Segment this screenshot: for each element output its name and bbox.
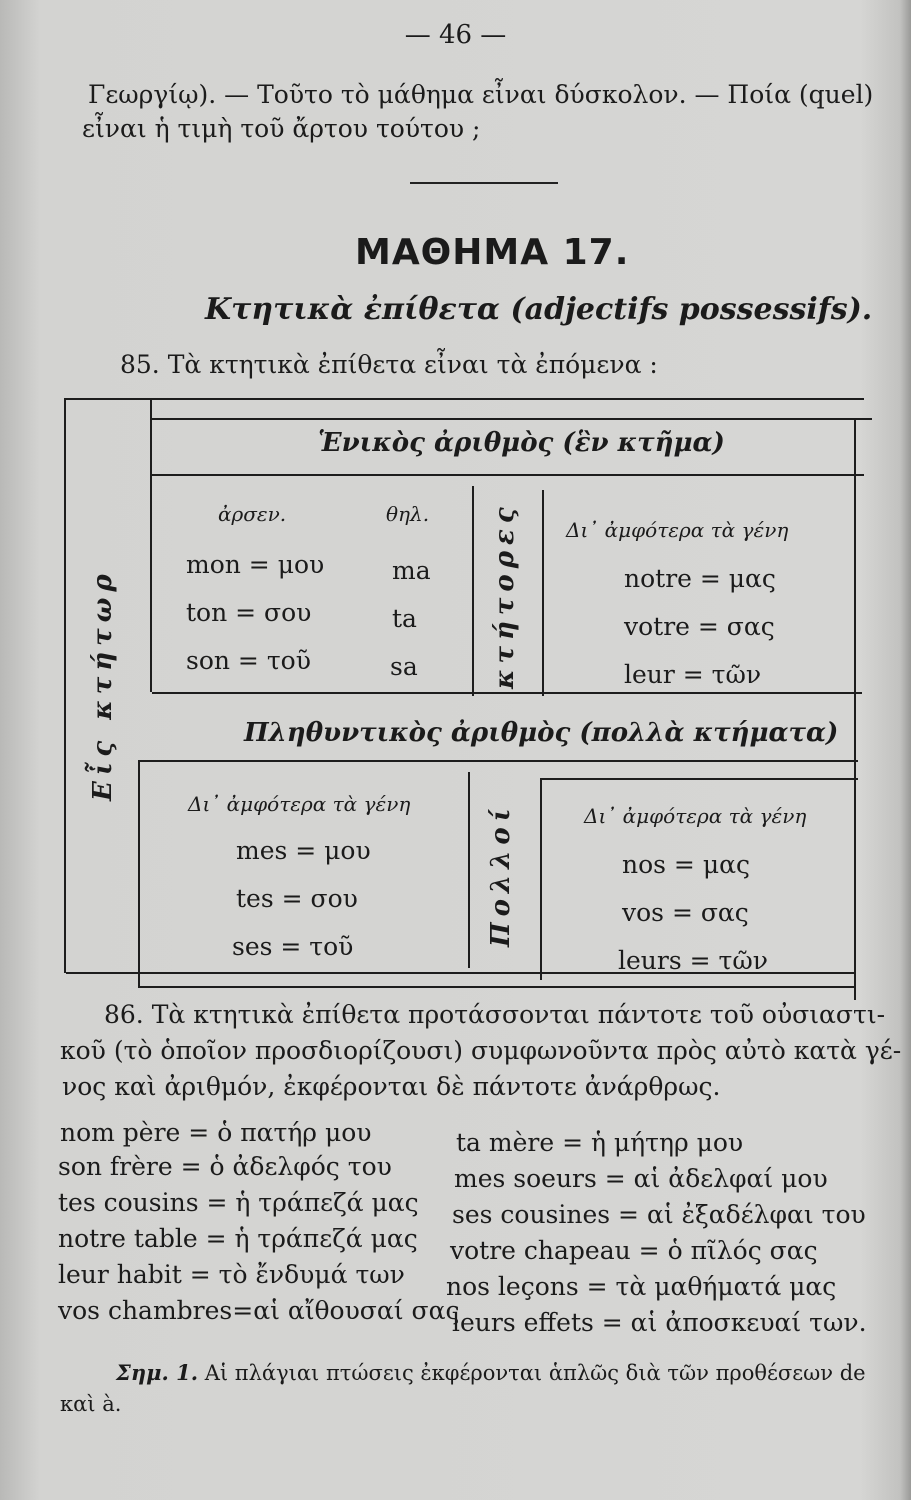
example-left-3: tes cousins = ἡ τράπεζά μας (58, 1188, 419, 1217)
plural-owner-row-1: notre = μας (624, 564, 776, 593)
multi-owner-plural-row-1: nos = μας (622, 850, 750, 879)
singular-header (318, 428, 725, 458)
singular-header-bottom (152, 474, 864, 476)
example-left-1: nom père = ὁ πατήρ μου (60, 1118, 372, 1147)
note-text: Αἱ πλάγιαι πτώσεις ἐκφέρονται ἁπλῶς διὰ τῶν προθέσεων de (204, 1361, 866, 1385)
plural-header-top (152, 692, 862, 694)
plural-header-bottom (140, 760, 858, 762)
fem-row-3: sa (390, 652, 418, 681)
table-top-border (64, 398, 864, 400)
plural-header: Πληθυντικὸς ἀριθμὸς (πολλὰ κτήματα) (244, 718, 839, 748)
table-left-border (64, 398, 66, 973)
multi-owner-plural-row-2: vos = σας (622, 898, 749, 927)
masc-row-1: mon = μου (186, 550, 325, 579)
single-owner-plural-row-1: mes = μου (236, 836, 371, 865)
plural-mid-divider-left (468, 772, 470, 968)
plural-owner-row-3: leur = τῶν (624, 660, 762, 689)
example-right-6: leurs effets = αἱ ἀποσκευαί των. (452, 1308, 867, 1337)
owner-col-divider-bottom (138, 760, 140, 986)
example-right-2: mes soeurs = αἱ ἀδελφαί μου (454, 1164, 828, 1193)
page-number: — 46 — (404, 20, 507, 50)
lesson-subtitle: Κτητικὰ ἐπίθετα (adjectifs possessifs). (205, 292, 873, 327)
masc-row-3: son = τοῦ (186, 646, 311, 675)
intro-line-2: εἶναι ἡ τιμὴ τοῦ ἄρτου τούτου ; (82, 114, 481, 143)
feminine-label: θηλ. (386, 502, 430, 526)
lesson-title: ΜΑΘΗΜΑ 17. (355, 232, 630, 273)
example-left-4: notre table = ἡ τράπεζά μας (58, 1224, 418, 1253)
intro-line-1: Γεωργίῳ). — Τοῦτο τὸ μάθημα εἶναι δύσκολον. — Ποία (quel) (88, 80, 874, 109)
example-right-5: nos leçons = τὰ μαθήματά μας (446, 1272, 837, 1301)
owner-col-divider-top (150, 400, 152, 692)
plural-mid-divider-right (540, 780, 542, 980)
singular-header-text: Ἑνικὸς ἀριθμὸς (ἓν κτῆμα) (318, 428, 725, 458)
example-left-2: son frère = ὁ ἀδελφός του (58, 1152, 392, 1181)
fem-row-2: ta (392, 604, 417, 633)
note-line-2: καὶ à. (60, 1392, 122, 1416)
plural-owner-row-2: votre = σας (624, 612, 775, 641)
example-left-6: vos chambres=αἱ αἴθουσαί σας (58, 1296, 460, 1325)
mid-divider-right (542, 490, 544, 696)
table-right-border (854, 418, 856, 1000)
both-genders-right-label: Δι᾽ ἀμφότερα τὰ γένη (584, 804, 807, 828)
plural-right-top-line (540, 778, 858, 780)
table-base-line (138, 986, 854, 988)
both-genders-label: Δι᾽ ἀμφότερα τὰ γένη (566, 518, 789, 542)
para86-line-1: 86. Τὰ κτητικὰ ἐπίθετα προτάσσονται πάντοτε τοῦ οὐσιαστι- (104, 1000, 886, 1029)
single-owner-plural-row-3: ses = τοῦ (232, 932, 354, 961)
owners-vertical-label: κτήτορες (490, 501, 520, 689)
both-genders-left-label: Δι᾽ ἀμφότερα τὰ γένη (188, 792, 411, 816)
note-label: Σημ. 1. (116, 1360, 199, 1385)
example-left-5: leur habit = τὸ ἔνδυμά των (58, 1260, 405, 1289)
multi-owner-plural-row-3: leurs = τῶν (618, 946, 768, 975)
singular-header-top (152, 418, 872, 420)
example-right-4: votre chapeau = ὁ πῖλός σας (450, 1236, 818, 1265)
paragraph-85: 85. Τὰ κτητικὰ ἐπίθετα εἶναι τὰ ἐπόμενα : (120, 350, 658, 379)
note-line-1 (116, 1360, 866, 1385)
many-owners-vertical-label: Πολλοί (486, 802, 516, 948)
masc-row-2: ton = σου (186, 598, 312, 627)
fem-row-1: ma (392, 556, 431, 585)
example-right-1: ta mère = ἡ μήτηρ μου (456, 1128, 744, 1157)
single-owner-plural-row-2: tes = σου (236, 884, 358, 913)
para86-line-3: νος καὶ ἀριθμόν, ἐκφέρονται δὲ πάντοτε ἀνάρθρως. (62, 1072, 721, 1101)
masculine-label: ἀρσεν. (218, 502, 287, 526)
mid-divider-left (472, 486, 474, 696)
example-right-3: ses cousines = αἱ ἐξαδέλφαι του (452, 1200, 866, 1229)
para86-line-2: κοῦ (τὸ ὁποῖον προσδιορίζουσι) συμφωνοῦντα πρὸς αὐτὸ κατὰ γέ- (60, 1036, 902, 1065)
section-divider (410, 182, 558, 184)
one-owner-vertical-label: Εἷς κτήτωρ (88, 568, 118, 802)
